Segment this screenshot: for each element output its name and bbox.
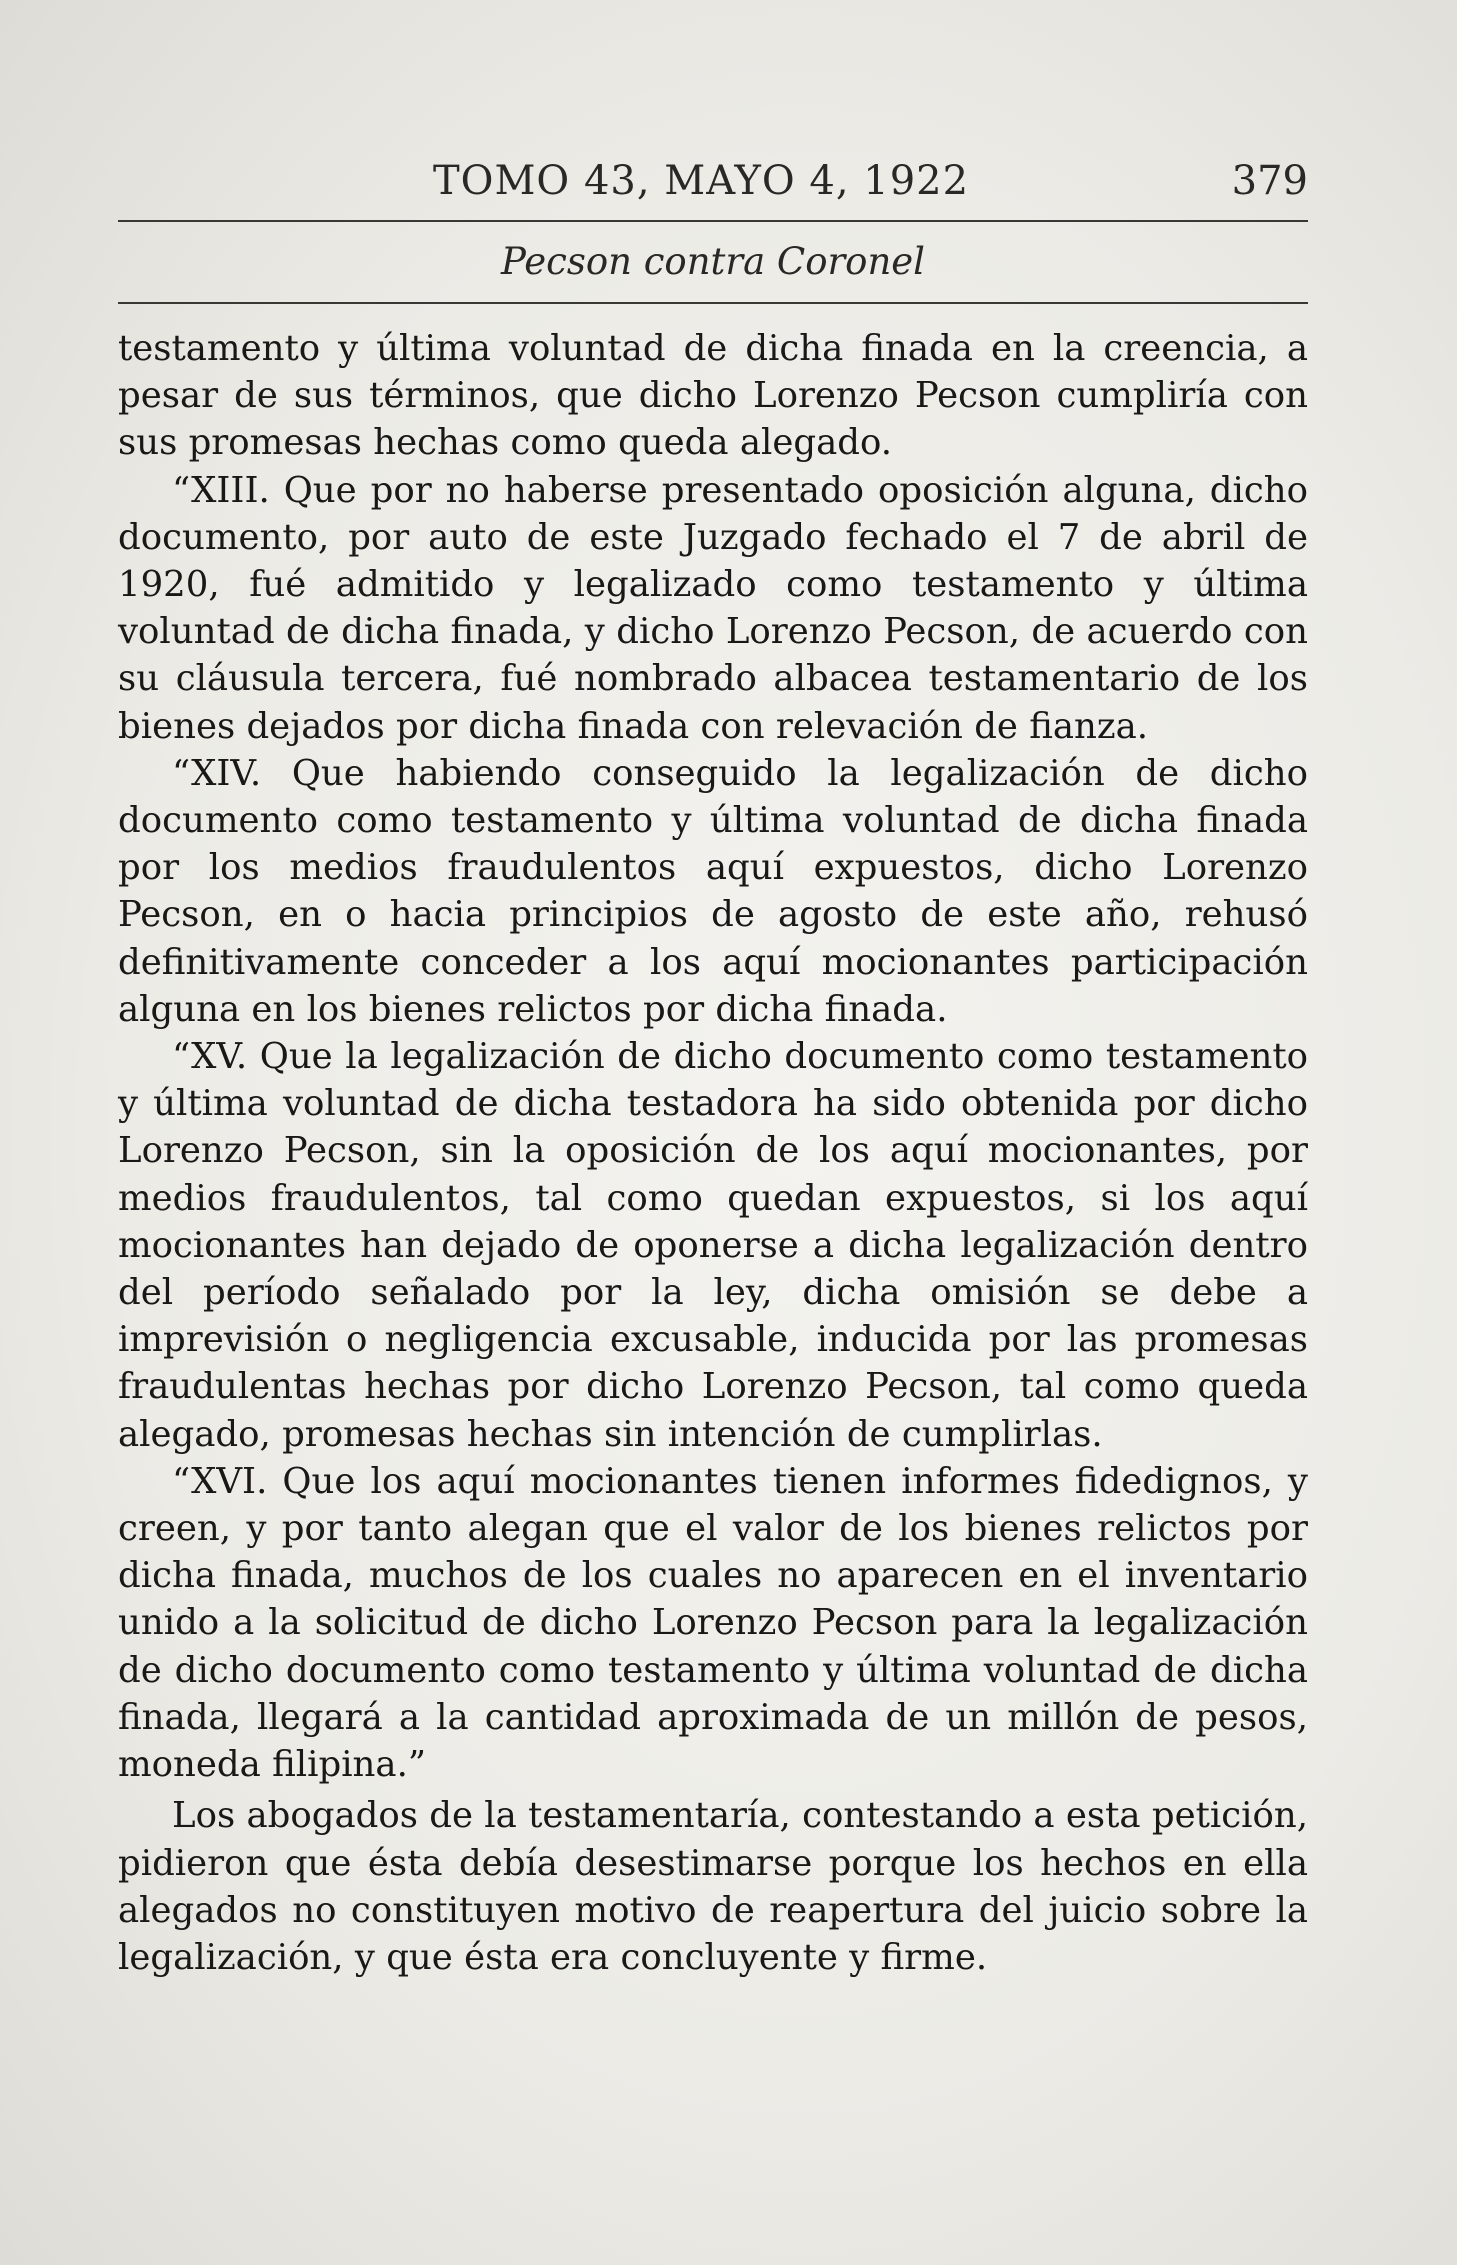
paragraph-xiii: “XIII. Que por no haberse presentado oposición alguna, dicho documento, por auto de este Juzgado fechado el 7 de abril de 1920, fué admitido y legalizado como testamento y última voluntad de dicha finada, y dicho Lorenzo Pecson, de acuerdo con su cláusula tercera, fué nombrado albacea testamentario de los bienes dejados por dicha finada con relevación de fianza. (118, 469, 1308, 747)
header-rule-top (118, 220, 1308, 222)
paragraph-xiv: “XIV. Que habiendo conseguido la legalización de dicho documento como testamento y última voluntad de dicha finada por los medios fraudulentos aquí expuestos, dicho Lorenzo Pecson, en o hacia principios de agosto de este año, rehusó definitivamente conceder a los aquí mocionantes participación alguna en los bienes relictos por dicha finada. (118, 752, 1308, 1030)
volume-date-heading: TOMO 43, MAYO 4, 1922 (433, 158, 970, 204)
running-head (118, 158, 1308, 218)
paragraph-xvi: “XVI. Que los aquí mocionantes tienen informes fidedignos, y creen, y por tanto alegan que el valor de los bienes relictos por dicha finada, muchos de los cuales no aparecen en el inventario unido a la solicitud de dicho Lorenzo Pecson para la legalización de dicho documento como testamento y última voluntad de dicha finada, llegará a la cantidad aproximada de un millón de pesos, moneda filipina.” (118, 1460, 1308, 1786)
header-rule-bottom (118, 302, 1308, 304)
body-text (118, 325, 1308, 1981)
paragraph-answer: Los abogados de la testamentaría, contestando a esta petición, pidieron que ésta debía desestimarse porque los hechos en ella alegados no constituyen motivo de reapertura del juicio sobre la legalización, y que ésta era concluyente y firme. (118, 1795, 1308, 1978)
page-number: 379 (1231, 158, 1308, 204)
case-title: Pecson contra Coronel (500, 240, 926, 283)
paragraph-continuation: testamento y última voluntad de dicha finada en la creencia, a pesar de sus términos, que dicho Lorenzo Pecson cumpliría con sus promesas hechas como queda alegado. (118, 328, 1308, 464)
paragraph-xv: “XV. Que la legalización de dicho documento como testamento y última voluntad de dicha testadora ha sido obtenida por dicho Lorenzo Pecson, sin la oposición de los aquí mocionantes, por medios fraudulentos, tal como quedan expuestos, si los aquí mocionantes han dejado de oponerse a dicha legalización dentro del período señalado por la ley, dicha omisión se debe a imprevisión o negligencia excusable, inducida por las promesas fraudulentas hechas por dicho Lorenzo Pecson, tal como queda alegado, promesas hechas sin intención de cumplirlas. (118, 1036, 1308, 1455)
